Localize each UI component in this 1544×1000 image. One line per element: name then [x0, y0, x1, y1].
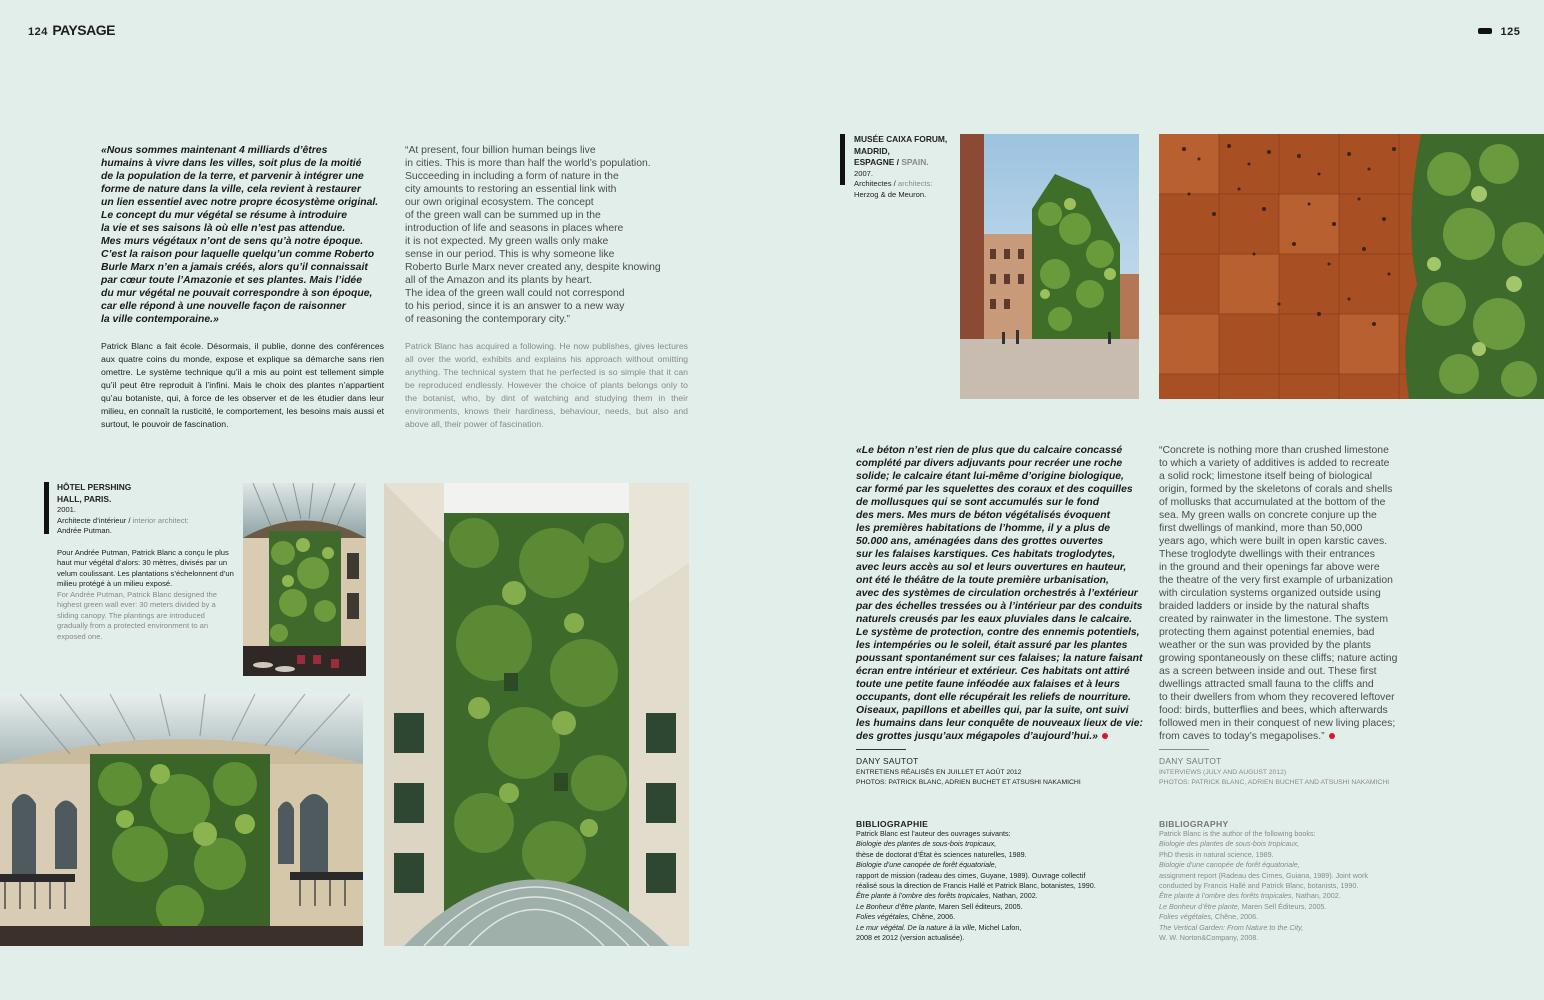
bibliography-item-detail: 2008 et 2012 (version actualisée). [856, 933, 965, 943]
quote-french-1: «Nous sommes maintenant 4 milliards d’êtres humains à vivre dans les villes, soit plus de la moitié de la population de la terre, et parvenir à intégrer une forme de nature dans la ville, cela revient à restaurer un lien essentiel avec notre propre écosystème original. Le concept du mur végétal se résume à introduire la vie et ses saisons là où elle n’est pas attendue. Mes murs végétaux n’ont de sens qu’à notre époque. C’est la raison pour laquelle quelqu’un comme Roberto Burle Marx n’en a jamais créés, alors qu’il connaissait par cœur toute l’Amazonie et ses plantes. Mais l’idée du mur végétal ne pouvait correspondre à son époque, car elle répond à une nouvelle façon de raisonner la ville contemporaine.» [101, 145, 379, 325]
bibliography-item [1159, 860, 1454, 870]
quote-english-1: “At present, four billion human beings live in cities. This is more than half the world’s population. Succeeding in including a form of nature in the city amounts to restoring an essential link with our own original ecosystem. The concept of the green wall can be summed up in the introduction of life and seasons in places where it is not expected. My green walls only make sense in our period. This is why someone like Roberto Burle Marx never created any, despite knowing all of the Amazon and its plants by heart. The idea of the green wall could not correspond to his period, since it is an answer to a new way of reasoning the contemporary city.” [405, 145, 661, 325]
caption-role-fr: Architectes [854, 179, 892, 188]
bibliography-item-detail: thèse de doctorat d’État ès sciences naturelles, 1989. [856, 849, 1027, 859]
caption-year: 2001. [57, 505, 77, 514]
caption-text-fr: Pour Andrée Putman, Patrick Blanc a conçu le plus haut mur végétal d’alors: 30 mètres, divisés par un velum coulissant. Les plantations s’échelonnent d’un milieu protégé à un milieu exposé. [57, 547, 234, 588]
caption-bar [840, 134, 845, 185]
bibliography-item-detail: conducted by Francis Hallé and Patrick Blanc, botanists, 1990. [1159, 881, 1359, 891]
caption-architect: Herzog & de Meuron. [854, 189, 927, 199]
bibliography-item [1159, 923, 1454, 933]
bibliography-item-detail: Chêne, 2006. [1212, 912, 1259, 922]
bibliography-item [856, 881, 1151, 891]
bibliography-item [1159, 871, 1454, 881]
bibliography-item-title: Biologie d’une canopée de forêt équatoriale, [1159, 860, 1300, 870]
bibliography-item [1159, 891, 1454, 901]
caption-title-line2: HALL, PARIS. [57, 493, 112, 504]
photo-pershing-courtyard [384, 483, 689, 946]
quote-english-2-text: “Concrete is nothing more than crushed limestone to which a variety of additives is added to recreate a solid rock; limestone itself being of biological origin, formed by the skeletons of corals and shells of mollusks that accumulated at the bottom of the sea. My green walls on concrete conjure up the first dwellings of mankind, more than 50,000 years ago, which were built in open karstic caves. These troglodyte dwellings with their entrances in the ground and their openings far above were the theatre of the very first example of urbanization with circulation systems organized outside using braided ladders or inside by the natural shafts created by rainwater in the limestone. The system protecting them against potential enemies, bad weather or the sun was provided by the plants growing spontaneously on these cliffs; nature acting as a screen between inside and out. These first dwellings attracted small fauna to the cliffs and to their dwellers from whom they recovered leftover food: birds, butterflies and bees, which afterwards followed men in their conquest of new living places; from caves to today’s megapolises.” [1159, 445, 1398, 742]
bibliography-title: BIBLIOGRAPHIE [856, 819, 929, 829]
credits-english [1159, 749, 1449, 789]
bibliography-intro: Patrick Blanc est l’auteur des ouvrages suivants: [856, 829, 1011, 838]
caption-role [57, 516, 236, 527]
bibliography-item [856, 923, 1151, 933]
bibliography-title: BIBLIOGRAPHY [1159, 819, 1229, 829]
caption-architect: Andrée Putman. [57, 526, 112, 535]
bibliography-item-detail: PhD thesis in natural science, 1989. [1159, 849, 1274, 859]
bibliography-item [856, 933, 1151, 943]
left-page-header [28, 22, 115, 40]
body-text-french: Patrick Blanc a fait école. Désormais, il publie, donne des conférences aux quatre coins du monde, expose et explique sa démarche sans rien omettre. Le système technique qu’il a mis au point est tellement simple qu’il peut être reproduit à l’infini. Mais le choix des plantes n’appartient qu’au botaniste, qui, à force de les observer et de les étudier dans leur milieu, en connaît la rusticité, le comportement, les besoins mais aussi et surtout, le pouvoir de fascination. [101, 341, 384, 429]
caption-title-line3 [854, 157, 958, 169]
quote-english-2 [1159, 444, 1444, 743]
bibliography-item-title: Le mur végétal. De la nature à la ville, [856, 922, 977, 932]
bibliography-item-detail: Maren Sell Éditeurs, 2005. [1239, 901, 1327, 911]
bibliography-item-detail: Maren Sell éditeurs, 2005. [936, 901, 1023, 911]
credits-rule [856, 749, 906, 750]
page-number-right: 125 [1500, 26, 1521, 38]
caption-title-line2: MADRID, [854, 145, 890, 156]
credits-author: DANY SAUTOT [856, 756, 919, 766]
bibliography-item [856, 839, 1151, 849]
magazine-mark-icon [1478, 28, 1492, 34]
bibliography-item-detail: assignment report (Radeau des Cimes, Guiana, 1989). Joint work [1159, 870, 1368, 880]
bibliography-item [1159, 912, 1454, 922]
bibliography-item-title: Biologie des plantes de sous-bois tropicaux, [856, 839, 997, 849]
caption-separator: / [891, 179, 898, 188]
bibliography-item-title: Biologie d’une canopée de forêt équatoriale, [856, 860, 997, 870]
caption-role-en: architects: [897, 179, 933, 188]
caption-role-en: interior architect: [132, 515, 189, 525]
bibliography-french [856, 819, 1151, 943]
caption-role [854, 179, 958, 190]
bibliography-list [1159, 839, 1454, 943]
caption-role-fr: Architecte d’intérieur [57, 515, 127, 525]
caption-bar [44, 482, 49, 534]
caption-country-en: SPAIN. [901, 157, 929, 167]
credits-rule [1159, 749, 1209, 750]
caption-text-en: For Andrée Putman, Patrick Blanc designed the highest green wall ever: 30 meters divided by a sliding canopy. The plantings are introduced gradually from a protected environment to an exposed one. [57, 589, 217, 641]
bibliography-item-title: Être plante à l’ombre des forêts tropicales, [856, 891, 991, 901]
bibliography-item-title: Le Bonheur d’être plante, [1159, 901, 1240, 911]
bibliography-item [1159, 839, 1454, 849]
bibliography-item-detail: Michel Lafon, [976, 922, 1022, 932]
caption-title-line1: HÔTEL PERSHING [57, 482, 132, 492]
bibliography-list [856, 839, 1151, 943]
bibliography-item-title: Folies végétales, [1159, 912, 1213, 922]
caption-separator: / [126, 515, 133, 525]
bibliography-item [856, 860, 1151, 870]
credits-photos: PHOTOS: PATRICK BLANC, ADRIEN BUCHET ET ATSUSHI NAKAMICHI [856, 779, 1081, 787]
bibliography-item [1159, 881, 1454, 891]
credits-interviews: INTERVIEWS (JULY AND AUGUST 2012) [1159, 769, 1287, 776]
bibliography-item-title: Le Bonheur d’être plante, [856, 901, 937, 911]
bibliography-item [856, 902, 1151, 912]
bibliography-item-title: Être plante à l’ombre des forêts tropicales, [1159, 891, 1294, 901]
credits-photos: PHOTOS: PATRICK BLANC, ADRIEN BUCHET AND ATSUSHI NAKAMICHI [1159, 779, 1390, 787]
bibliography-item-detail: Nathan, 2002. [990, 891, 1038, 901]
bibliography-item-detail: Chêne, 2006. [909, 912, 956, 922]
bibliography-item-title: The Vertical Garden: From Nature to the City, [1159, 922, 1304, 932]
caption-year: 2007. [854, 168, 874, 178]
credits-interviews: ENTRETIENS RÉALISÉS EN JUILLET ET AOÛT 2012 [856, 769, 1022, 776]
credits-french [856, 749, 1146, 789]
bibliography-item-detail: rapport de mission (radeau des cimes, Guyane, 1989). Ouvrage collectif [856, 870, 1086, 880]
caption-caixa-forum [840, 134, 958, 200]
end-mark-icon [1329, 733, 1335, 739]
bibliography-item [1159, 933, 1454, 943]
caption-title-line1: MUSÉE CAIXA FORUM, [854, 134, 948, 144]
quote-french-2 [856, 444, 1148, 743]
caption-hotel-pershing [44, 482, 236, 642]
bibliography-item [1159, 902, 1454, 912]
credits-author: DANY SAUTOT [1159, 756, 1222, 766]
bibliography-item-title: Biologie des plantes de sous-bois tropicaux, [1159, 839, 1300, 849]
bibliography-english [1159, 819, 1454, 943]
photo-caixa-forum-street [960, 134, 1139, 399]
bibliography-item-detail: Nathan, 2002. [1293, 891, 1341, 901]
bibliography-item-detail: réalisé sous la direction de Francis Hallé et Patrick Blanc, botanistes, 1990. [856, 881, 1096, 891]
bibliography-item [856, 891, 1151, 901]
right-page-header [1478, 22, 1520, 40]
bibliography-item [856, 912, 1151, 922]
body-text-english: Patrick Blanc has acquired a following. He now publishes, gives lectures all over the world, exhibits and explains his approach without omitting anything. The technical system that he perfected is so simple that it can be reproduced endlessly. However the choice of plants belongs only to the botanist, who, by dint of watching and studying them in their environments, knows their hardiness, behaviour, needs, but also and above all, their power of fascination. [405, 341, 688, 429]
photo-pershing-atrium-wide [0, 694, 363, 946]
bibliography-item [1159, 850, 1454, 860]
bibliography-item [856, 850, 1151, 860]
caption-country-fr: ESPAGNE [854, 157, 895, 167]
page-number-left: 124 [28, 26, 48, 38]
bibliography-item [856, 871, 1151, 881]
photo-caixa-forum-facade [1159, 134, 1544, 399]
photo-pershing-atrium-small [243, 483, 366, 676]
section-logo: PAYSAGE [52, 22, 115, 38]
bibliography-item-title: Folies végétales, [856, 912, 910, 922]
bibliography-intro: Patrick Blanc is the author of the following books: [1159, 829, 1316, 838]
caption-separator: / [894, 157, 902, 167]
quote-french-2-text: «Le béton n’est rien de plus que du calcaire concassé complété par divers adjuvants pour recréer une roche solide; le calcaire étant lui-même d’origine biologique, car formé par les squelettes des coraux et des coquilles de mollusques qui se sont accumulés sur le fond des mers. Mes murs de béton végétalisés évoquent les premières habitations de l’homme, il y a plus de 50.000 ans, aménagées dans des grottes ouvertes sur les falaises karstiques. Ces habitats troglodytes, avec leurs accès au sol et leurs ouvertures en hauteur, ont été le théâtre de la toute première urbanisation, avec des systèmes de circulation orchestrés à l’extérieur par des échelles tressées ou à l’intérieur par des conduits naturels creusés par les eaux pluviales dans le calcaire. Le système de protection, contre des ennemis potentiels, les intempéries ou le soleil, était assuré par les plantes poussant spontanément sur ces falaises; la nature faisant écran entre intérieur et extérieur. Ces habitats ont attiré toute une petite faune inféodée aux falaises et à leurs occupants, dont elle récupérait les reliefs de nourriture. Oiseaux, papillons et abeilles qui, par la suite, ont suivi les humains dans leur conquête de nouveaux lieux de vie: des grottes jusqu’aux mégapoles d’aujourd’hui.» [856, 445, 1143, 742]
bibliography-item-detail: W. W. Norton&Company, 2008. [1159, 933, 1259, 943]
end-mark-icon [1102, 733, 1108, 739]
